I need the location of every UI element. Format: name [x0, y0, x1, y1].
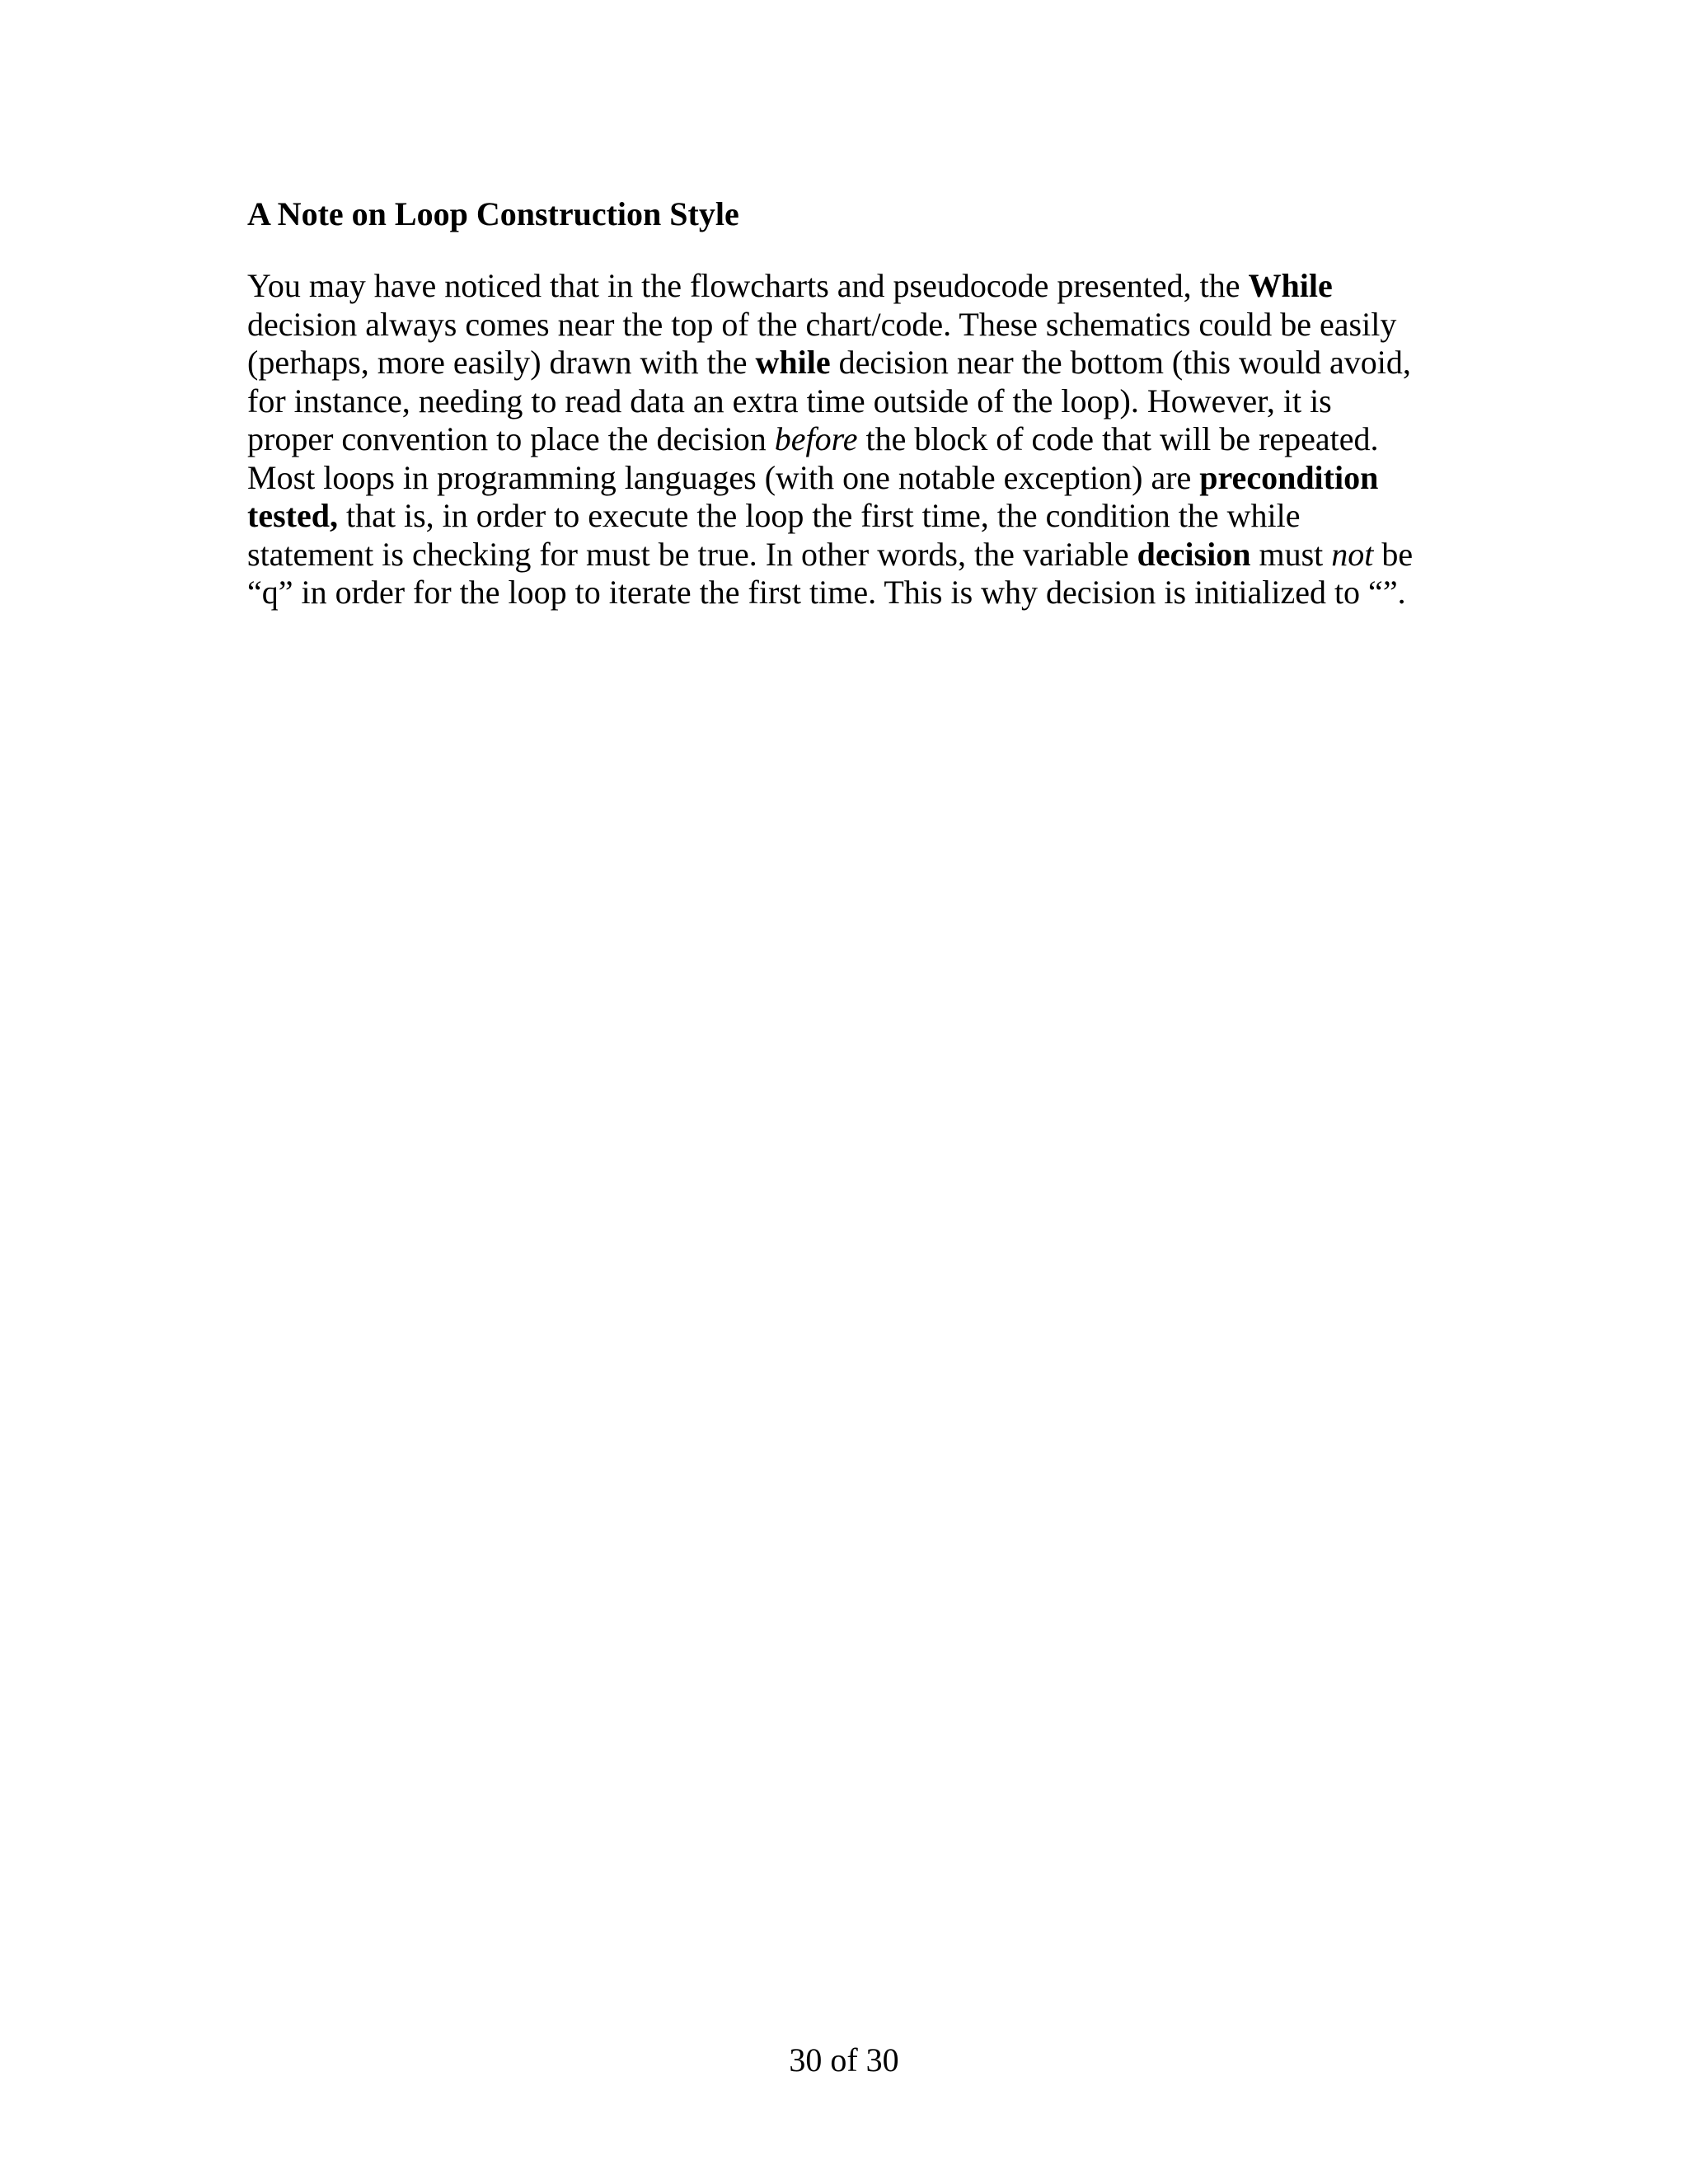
- text-run: for instance, needing to read data an extra time outside of the loop). However, it is: [247, 382, 1332, 419]
- text-run: decision near the bottom (this would avoid,: [830, 344, 1411, 381]
- bold-text: While: [1248, 267, 1333, 304]
- paragraph-line: [247, 382, 1451, 421]
- paragraph-line: [247, 497, 1451, 536]
- paragraph-line: [247, 267, 1451, 306]
- bold-text: precondition: [1199, 458, 1379, 496]
- text-run: must: [1250, 535, 1332, 573]
- text-run: Most loops in programming languages (with one notable exception) are: [247, 458, 1200, 496]
- section-heading: A Note on Loop Construction Style: [247, 195, 739, 232]
- text-run: proper convention to place the decision: [247, 420, 775, 457]
- bold-text: tested,: [247, 497, 338, 534]
- italic-text: before: [774, 420, 858, 457]
- paragraph-line: [247, 574, 1451, 612]
- paragraph-line: [247, 344, 1451, 382]
- text-run: be: [1373, 535, 1414, 573]
- paragraph-line: [247, 536, 1451, 574]
- paragraph-line: [247, 420, 1451, 459]
- text-run: You may have noticed that in the flowcharts and pseudocode presented, the: [247, 267, 1249, 304]
- text-run: that is, in order to execute the loop the first time, the condition the while: [337, 497, 1301, 534]
- page-content: [247, 194, 1451, 612]
- paragraph-line: [247, 306, 1451, 344]
- text-run: (perhaps, more easily) drawn with the: [247, 344, 756, 381]
- body-paragraph: [247, 267, 1451, 612]
- text-run: “q” in order for the loop to iterate the first time. This is why decision is initialized to “”.: [247, 574, 1406, 611]
- text-run: statement is checking for must be true. In other words, the variable: [247, 535, 1137, 573]
- text-run: decision always comes near the top of the chart/code. These schematics could be easily: [247, 305, 1397, 343]
- italic-text: not: [1331, 535, 1374, 573]
- page-number: 30 of 30: [789, 2041, 899, 2079]
- paragraph-line: [247, 459, 1451, 498]
- bold-text: while: [755, 344, 831, 381]
- text-run: the block of code that will be repeated.: [857, 420, 1379, 457]
- bold-text: decision: [1137, 535, 1251, 573]
